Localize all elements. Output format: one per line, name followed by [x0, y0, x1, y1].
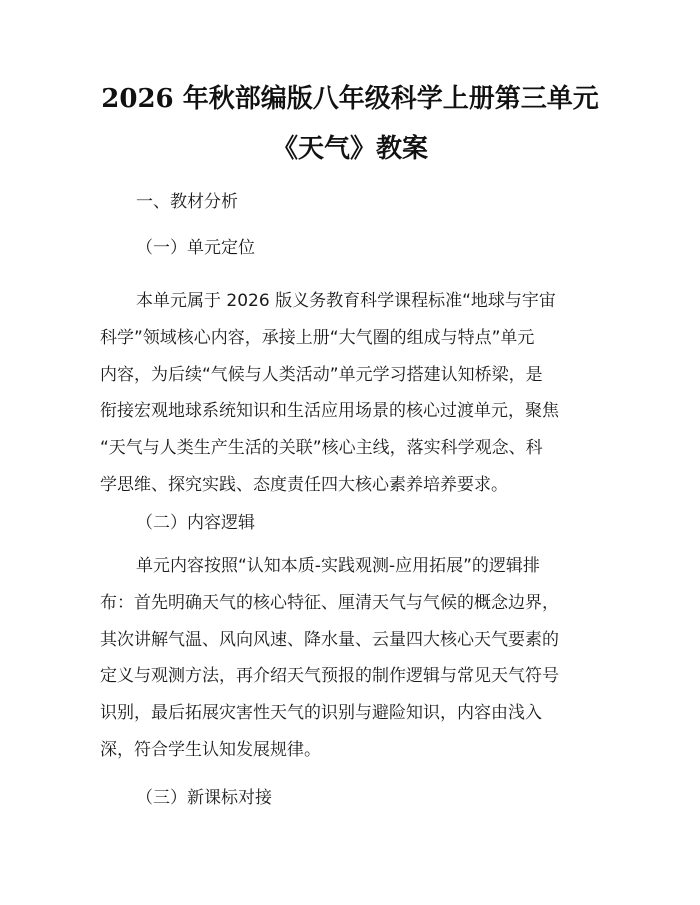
paragraph-line: 深，符合学生认知发展规律。: [100, 739, 321, 760]
paragraph-line: 识别，最后拓展灾害性天气的识别与避险知识，内容由浅入: [100, 703, 542, 724]
paragraph-line: 单元内容按照“认知本质-实践观测-应用拓展”的逻辑排: [136, 556, 540, 576]
document-subtitle: 《天气》教案: [271, 134, 428, 164]
paragraph-line: 内容，为后续“气候与人类活动”单元学习搭建认知桥梁，是: [100, 364, 543, 385]
paragraph-line: 布：首先明确天气的核心特征、厘清天气与气候的概念边界，: [100, 592, 559, 613]
document-title: 2026 年秋部编版八年级科学上册第三单元: [101, 84, 599, 114]
paragraph-content-logic: [100, 548, 600, 769]
paragraph-line: 本单元属于 2026 版义务教育科学课程标准“地球与宇宙: [136, 291, 556, 311]
subsection-heading-content-logic: （二）内容逻辑: [136, 513, 255, 533]
paragraph-line: 其次讲解气温、风向风速、降水量、云量四大核心天气要素的: [100, 629, 559, 650]
paragraph-line: “天气与人类生产生活的关联”核心主线，落实科学观念、科: [100, 438, 543, 459]
paragraph-line: 学思维、探究实践、态度责任四大核心素养培养要求。: [100, 474, 508, 495]
subsection-heading-unit-positioning: （一）单元定位: [136, 238, 255, 258]
paragraph-line: 衔接宏观地球系统知识和生活应用场景的核心过渡单元，聚焦: [100, 401, 559, 422]
paragraph-line: 科学”领域核心内容，承接上册“大气圈的组成与特点”单元: [100, 327, 535, 348]
paragraph-unit-positioning: [100, 283, 600, 504]
paragraph-line: 定义与观测方法，再介绍天气预报的制作逻辑与常见天气符号: [100, 666, 559, 687]
subsection-heading-curriculum-alignment: （三）新课标对接: [136, 788, 272, 808]
section-heading-textbook-analysis: 一、教材分析: [136, 192, 238, 212]
